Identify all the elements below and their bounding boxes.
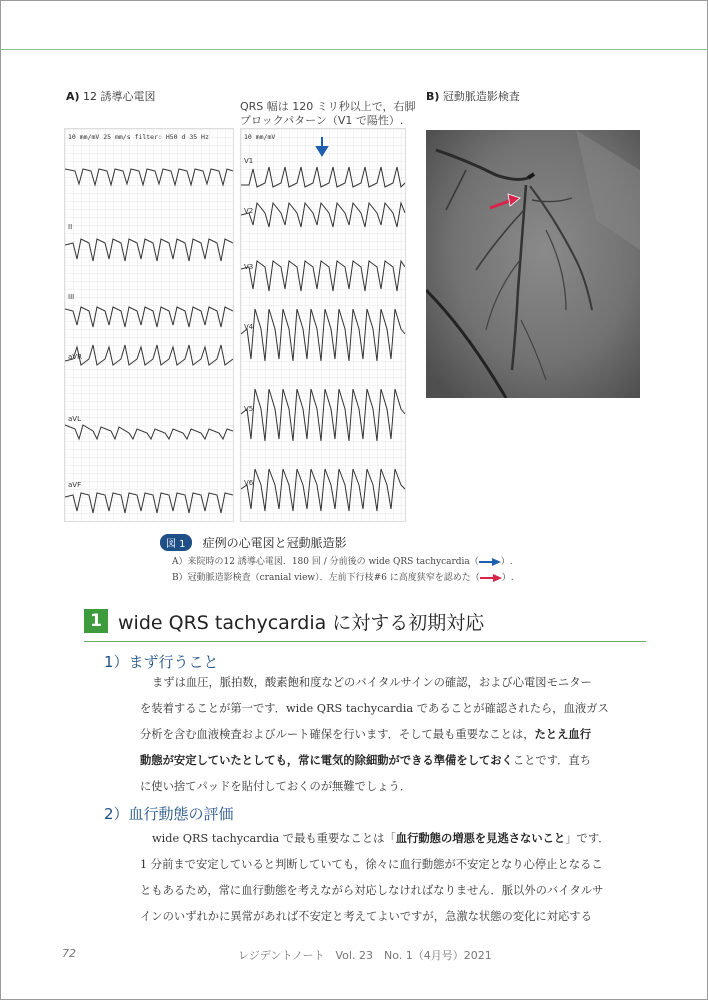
lead-label-v6: V6 (244, 479, 254, 487)
lead-label-avl: aVL (68, 415, 81, 423)
lead-label-avf: aVF (68, 481, 82, 489)
lead-label-v4: V4 (244, 323, 254, 331)
lead-label-v5: V5 (244, 405, 254, 413)
ecg-limb-leads (64, 128, 234, 522)
caption-b: B）冠動脈造影検査（cranial view）．左前下行枝#6 に高度狭窄を認めた（ ）. (172, 573, 514, 583)
section-title: wide QRS tachycardia に対する初期対応 (118, 612, 485, 634)
subsection-2-title: 2）血行動態の評価 (104, 805, 234, 823)
lead-label-iii: III (68, 293, 75, 301)
ecg-right-header: 10 mm/mV (244, 133, 276, 141)
section-number: 1 (84, 609, 108, 633)
figure-badge: 図 1 (160, 534, 192, 551)
lead-label-ii: II (68, 223, 73, 231)
blue-arrow-icon (479, 558, 501, 566)
page-number: 72 (62, 947, 76, 960)
subsection-2-body: wide QRS tachycardia で最も重要なことは「血行動態の増悪を見逃さないこと」です． 1 分前まで安定していると判断していても，徐々に血行動態が不安定となり心停止となるこ ともあるため，常に血行動態を考えながら対応しなければなりません．脈以外のバイタルサ インのいずれかに異常があれば不安定と考えてよいですが，急激な状態の変化に対応する (140, 832, 610, 923)
figure-caption (160, 532, 660, 583)
lead-label-v3: V3 (244, 263, 254, 271)
section-heading (84, 607, 646, 642)
figure-label-a: A) 12 誘導心電図 (66, 90, 156, 103)
subsection-1-body: まずは血圧，脈拍数，酸素飽和度などのバイタルサインの確認，および心電図モニター を装着することが第一です．wide QRS tachycardia であることが確認されたら，血液ガス 分析を含む血液検査およびルート確保を行います．そして最も重要なことは，たとえ血行 動態が安定していたとしても，常に電気的除細動ができる準備をしておくことです．直ち に使い捨てパッドを貼付しておくのが無難でしょう． (140, 676, 609, 793)
journal-info: レジデントノート Vol. 23 No. 1（4月号）2021 (238, 949, 492, 962)
header-rule (0, 49, 708, 50)
red-arrow-icon (480, 574, 502, 582)
caption-a: A）来院時の12 誘導心電図．180 回 / 分前後の wide QRS tachycardia（ ）. (172, 557, 513, 567)
angiography-image (426, 130, 640, 398)
ecg-precordial-leads (240, 128, 406, 522)
ecg-left-header: 10 mm/mV 25 mm/s filter: H50 d 35 Hz (68, 133, 209, 141)
figure-label-b: B) 冠動脈造影検査 (426, 90, 520, 103)
lead-label-v2: V2 (244, 207, 254, 215)
subsection-1-title: 1）まず行うこと (104, 653, 219, 671)
ecg-annotation: QRS 幅は 120 ミリ秒以上で，右脚 ブロックパターン（V1 で陽性）. (240, 100, 416, 127)
figure-title: 症例の心電図と冠動脈造影 (202, 536, 347, 550)
lead-label-v1: V1 (244, 157, 254, 165)
lead-label-avr: aVR (68, 353, 82, 361)
